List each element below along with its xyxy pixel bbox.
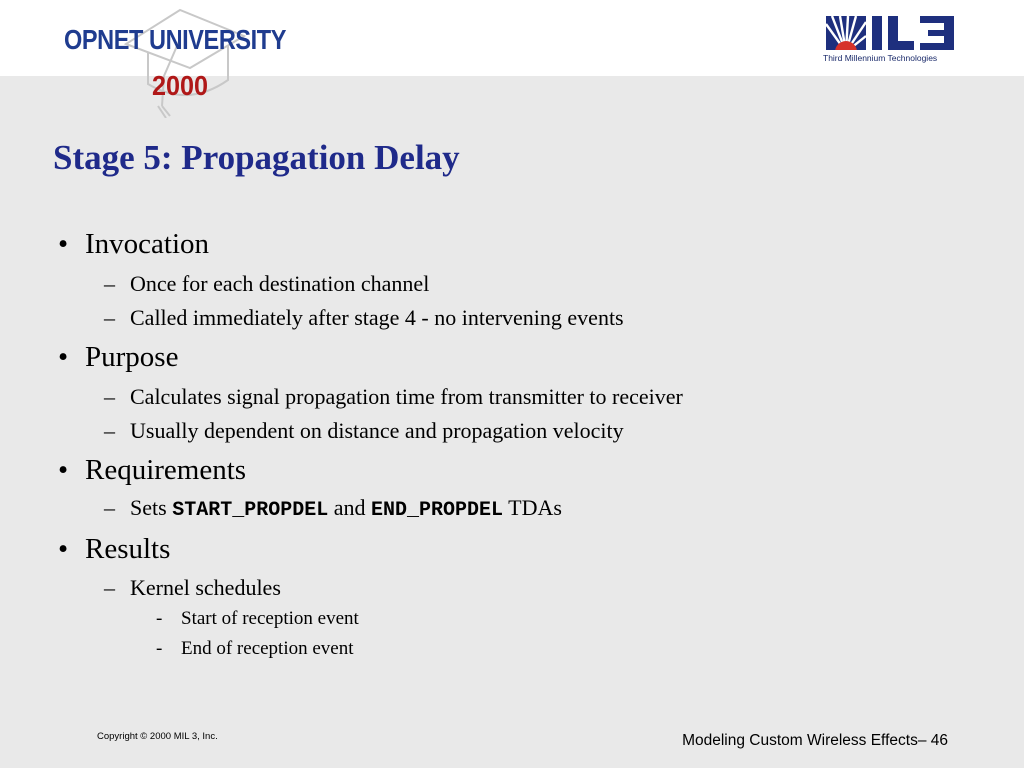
slide-title: Stage 5: Propagation Delay <box>53 138 460 177</box>
bullet-invocation: • Invocation <box>58 228 210 260</box>
bullet-label: Requirements <box>85 454 247 486</box>
university-name: OPNET UNIVERSITY <box>64 24 286 55</box>
code-end-propdel: END_PROPDEL <box>370 499 504 522</box>
bullet-requirements: • Requirements <box>58 454 247 486</box>
footer-course-page <box>682 732 948 750</box>
sub-bullet: – Once for each destination channel <box>104 271 430 296</box>
header-bar <box>0 0 1024 76</box>
university-year: 2000 <box>152 70 209 101</box>
copyright-notice: Copyright © 2000 MIL 3, Inc. <box>97 731 218 742</box>
bullet-label: Results <box>85 533 171 565</box>
sub-sub-bullet: - Start of reception event <box>156 608 359 629</box>
code-start-propdel: START_PROPDEL <box>172 499 329 522</box>
page-number: – 46 <box>917 732 948 749</box>
sub-bullet: – Usually dependent on distance and propagation velocity <box>104 418 624 443</box>
sub-bullet: – Kernel schedules <box>104 575 281 600</box>
bullet-results: • Results <box>58 533 171 565</box>
bullet-label: Purpose <box>85 341 179 373</box>
company-tagline: Third Millennium Technologies <box>823 53 938 63</box>
bullet-purpose: • Purpose <box>58 341 179 373</box>
sub-bullet-requirements: – Sets START_PROPDEL and END_PROPDEL TDAs <box>104 495 562 522</box>
sub-bullet: – Calculates signal propagation time from transmitter to receiver <box>104 384 683 409</box>
bullet-label: Invocation <box>85 228 210 260</box>
sub-sub-bullet: - End of reception event <box>156 638 354 659</box>
sub-bullet: – Called immediately after stage 4 - no intervening events <box>104 305 624 330</box>
footer-course: Modeling Custom Wireless Effects <box>682 732 918 749</box>
